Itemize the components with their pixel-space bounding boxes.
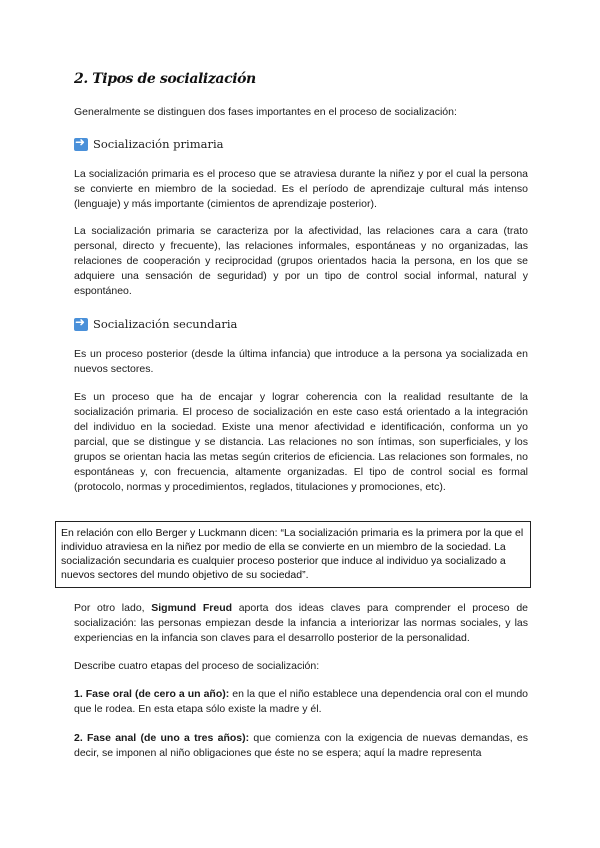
stage-oral-label: 1. Fase oral (de cero a un año): — [74, 688, 230, 700]
freud-pre: Por otro lado, — [74, 602, 152, 614]
freud-post: aporta dos ideas claves para comprender el proceso de socialización: las personas empiezan desde la infancia a interiorizar las normas sociales, y las experiencias en la infancia son claves para el desarrollo posterior de la personalidad. — [74, 602, 529, 644]
secundaria-paragraph-2: Es un proceso que ha de encajar y lograr coherencia con la realidad resultante de la socialización primaria. El proceso de socialización en este caso está orientado a la integración del individuo en la sociedad. Existe una menor afectividad e identificación, conforma un yo parcial, que se distingue y se distancia. Las relaciones no son íntimas, son superficiales, y los grupos se orientan hacia las metas según criterios de eficiencia. Las relaciones son formales, no espontáneas y, con frecuencia, altamente organizadas. El tipo de control social es formal (protocolo, normas y procedimientos, reglados, titulaciones y promociones, etc). — [74, 391, 528, 493]
describe-paragraph: Describe cuatro etapas del proceso de socialización: — [74, 660, 320, 672]
section-title: 2. Tipos de socialización — [74, 71, 256, 87]
stage-oral-text: en la que el niño establece una dependencia oral con el mundo que le rodea. En esta etapa sólo existe la madre y él. — [74, 688, 528, 715]
stage-oral — [74, 687, 528, 717]
stage-anal-label: 2. Fase anal (de uno a tres años): — [74, 732, 250, 744]
freud-paragraph — [74, 601, 528, 646]
intro-paragraph: Generalmente se distinguen dos fases importantes en el proceso de socialización: — [74, 106, 457, 118]
stage-anal-text: que comienza con la exigencia de nuevas demandas, es decir, se imponen al niño obligaciones que éste no se espera; aquí la madre representa — [74, 732, 528, 759]
primaria-paragraph-1: La socialización primaria es el proceso que se atraviesa durante la niñez y por el cual la persona se convierte en miembro de la sociedad. Es el período de aprendizaje cultural más intenso (lenguaje) y más importante (cimientos de aprendizaje posterior). — [74, 168, 528, 210]
primaria-paragraph-2: La socialización primaria se caracteriza por la afectividad, las relaciones cara a cara (trato personal, directo y frecuente), las relaciones informales, espontáneas y no organizadas, las relaciones de cooperación y reciprocidad (grupos orientados hacia la persona, en los que se adquiere una sensación de seguridad) y por un tipo de control social informal, natural y espontáneo. — [74, 225, 528, 297]
arrow-right-icon — [74, 138, 88, 151]
quote-text: En relación con ello Berger y Luckmann dicen: “La socialización primaria es la primera por la que el individuo atraviesa en la niñez por medio de ella se convierte en un miembro de la sociedad. La socialización secundaria es cualquier proceso posterior que induce al individuo ya socializado a nuevos sectores del mundo objetivo de su sociedad”. — [61, 527, 524, 581]
secundaria-paragraph-1: Es un proceso posterior (desde la última infancia) que introduce a la persona ya socializada en nuevos sectores. — [74, 348, 528, 375]
subheading-secundaria — [74, 317, 237, 331]
stage-anal — [74, 731, 528, 761]
arrow-right-icon — [74, 318, 88, 331]
freud-name: Sigmund Freud — [151, 602, 233, 614]
subheading-primaria — [74, 137, 223, 151]
quote-box — [55, 521, 531, 588]
subheading-primaria-label: Socialización primaria — [93, 137, 224, 151]
subheading-secundaria-label: Socialización secundaria — [93, 317, 238, 331]
